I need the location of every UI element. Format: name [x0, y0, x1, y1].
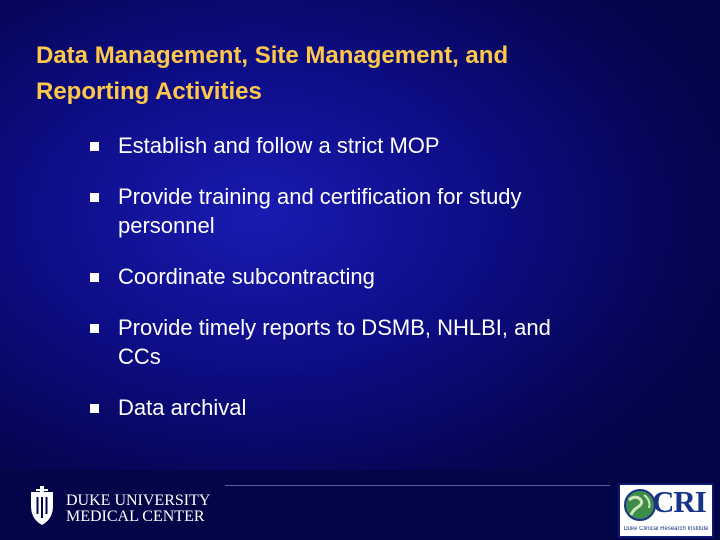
- bullet-text: Coordinate subcontracting: [118, 264, 375, 289]
- square-bullet-icon: [90, 273, 99, 282]
- duke-logo-wordmark: [66, 493, 210, 525]
- slide-title: [36, 38, 656, 110]
- slide-title-line: Data Management, Site Management, and: [36, 42, 509, 69]
- bullet-text: Data archival: [118, 395, 247, 420]
- bullet-item: [0, 131, 720, 160]
- square-bullet-icon: [90, 324, 99, 333]
- bullet-text: Provide timely reports to DSMB, NHLBI, and: [118, 315, 551, 340]
- footer-divider: [225, 485, 610, 486]
- bullet-list: [0, 131, 720, 444]
- slide-footer: [0, 470, 720, 540]
- square-bullet-icon: [90, 142, 99, 151]
- bullet-text: personnel: [118, 213, 215, 238]
- cri-logo: [618, 483, 714, 538]
- bullet-item: [0, 313, 720, 371]
- square-bullet-icon: [90, 404, 99, 413]
- bullet-item: [0, 262, 720, 291]
- duke-logo-line: MEDICAL CENTER: [66, 508, 205, 525]
- square-bullet-icon: [90, 193, 99, 202]
- duke-university-medical-center-logo: [28, 486, 228, 528]
- bullet-item: [0, 182, 720, 240]
- cri-logo-subtitle: Duke Clinical Research Institute: [623, 526, 709, 532]
- slide-title-line: Reporting Activities: [36, 78, 262, 105]
- bullet-text: CCs: [118, 344, 161, 369]
- duke-logo-line: DUKE UNIVERSITY: [66, 492, 211, 509]
- cri-logo-letters: CRI: [652, 484, 706, 519]
- duke-chapel-icon: [28, 486, 56, 528]
- bullet-text: Establish and follow a strict MOP: [118, 133, 440, 158]
- bullet-text: Provide training and certification for study: [118, 184, 522, 209]
- bullet-item: [0, 393, 720, 422]
